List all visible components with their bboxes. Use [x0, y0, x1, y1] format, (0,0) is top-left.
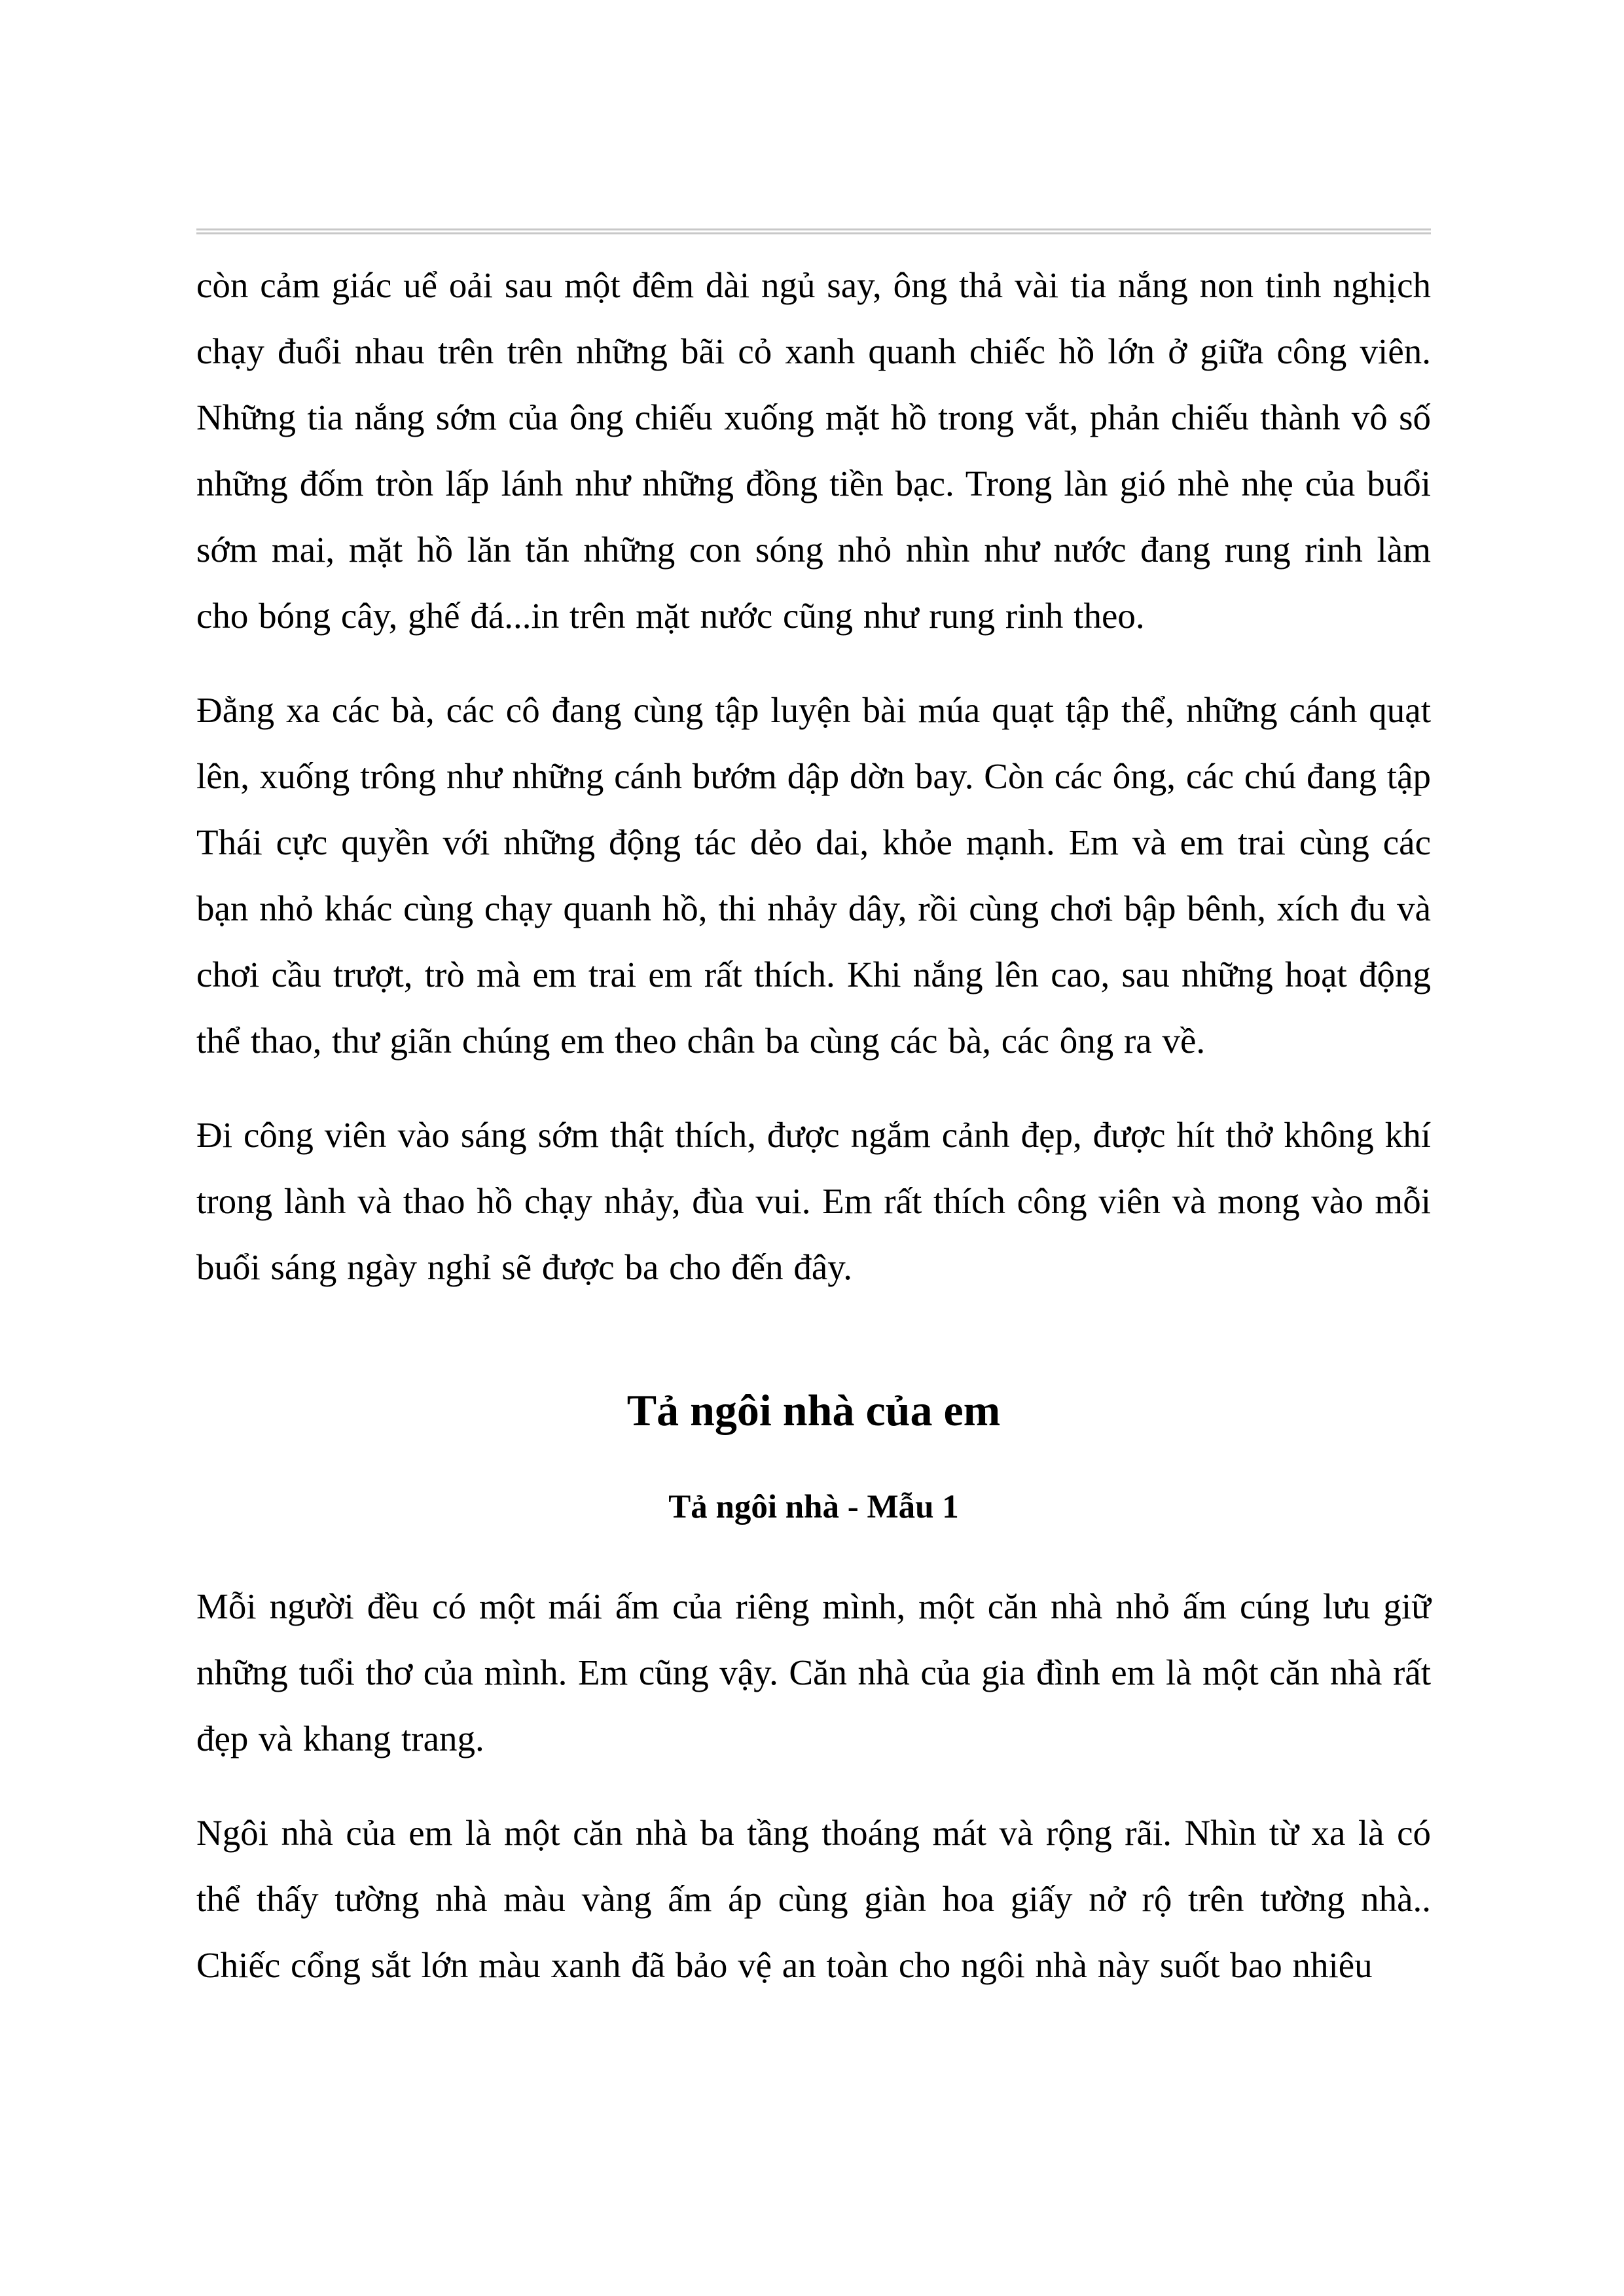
- paragraph-park-activities: Đằng xa các bà, các cô đang cùng tập luyện bài múa quạt tập thể, những cánh quạt lên, xuống trông như những cánh bướm dập dờn bay. Còn các ông, các chú đang tập Thái cực quyền với những động tác dẻo dai, khỏe mạnh. Em và em trai cùng các bạn nhỏ khác cùng chạy quanh hồ, thi nhảy dây, rồi cùng chơi bập bênh, xích đu và chơi cầu trượt, trò mà em trai em rất thích. Khi nắng lên cao, sau những hoạt động thể thao, thư giãn chúng em theo chân ba cùng các bà, các ông ra về.: [196, 690, 1431, 1061]
- paragraph-park-morning: còn cảm giác uể oải sau một đêm dài ngủ say, ông thả vài tia nắng non tinh nghịch chạy đuổi nhau trên trên những bãi cỏ xanh quanh chiếc hồ lớn ở giữa công viên. Những tia nắng sớm của ông chiếu xuống mặt hồ trong vắt, phản chiếu thành vô số những đốm tròn lấp lánh như những đồng tiền bạc. Trong làn gió nhè nhẹ của buổi sớm mai, mặt hồ lăn tăn những con sóng nhỏ nhìn như nước đang rung rinh làm cho bóng cây, ghế đá...in trên mặt nước cũng như rung rinh theo.: [196, 265, 1431, 636]
- paragraph-house-intro: Mỗi người đều có một mái ấm của riêng mình, một căn nhà nhỏ ấm cúng lưu giữ những tuổi thơ của mình. Em cũng vậy. Căn nhà của gia đình em là một căn nhà rất đẹp và khang trang.: [196, 1586, 1431, 1758]
- header-rule: [196, 228, 1431, 234]
- section-title: Tả ngôi nhà của em: [626, 1385, 1001, 1435]
- paragraph-house-description: Ngôi nhà của em là một căn nhà ba tầng thoáng mát và rộng rãi. Nhìn từ xa là có thể thấy tường nhà màu vàng ấm áp cùng giàn hoa giấy nở rộ trên tường nhà.. Chiếc cổng sắt lớn màu xanh đã bảo vệ an toàn cho ngôi nhà này suốt bao nhiêu: [196, 1813, 1431, 1985]
- section-subtitle: Tả ngôi nhà - Mẫu 1: [668, 1489, 959, 1525]
- paragraph-park-conclusion: Đi công viên vào sáng sớm thật thích, được ngắm cảnh đẹp, được hít thở không khí trong lành và thao hồ chạy nhảy, đùa vui. Em rất thích công viên và mong vào mỗi buổi sáng ngày nghỉ sẽ được ba cho đến đây.: [196, 1115, 1431, 1287]
- document-body: [196, 252, 1431, 2026]
